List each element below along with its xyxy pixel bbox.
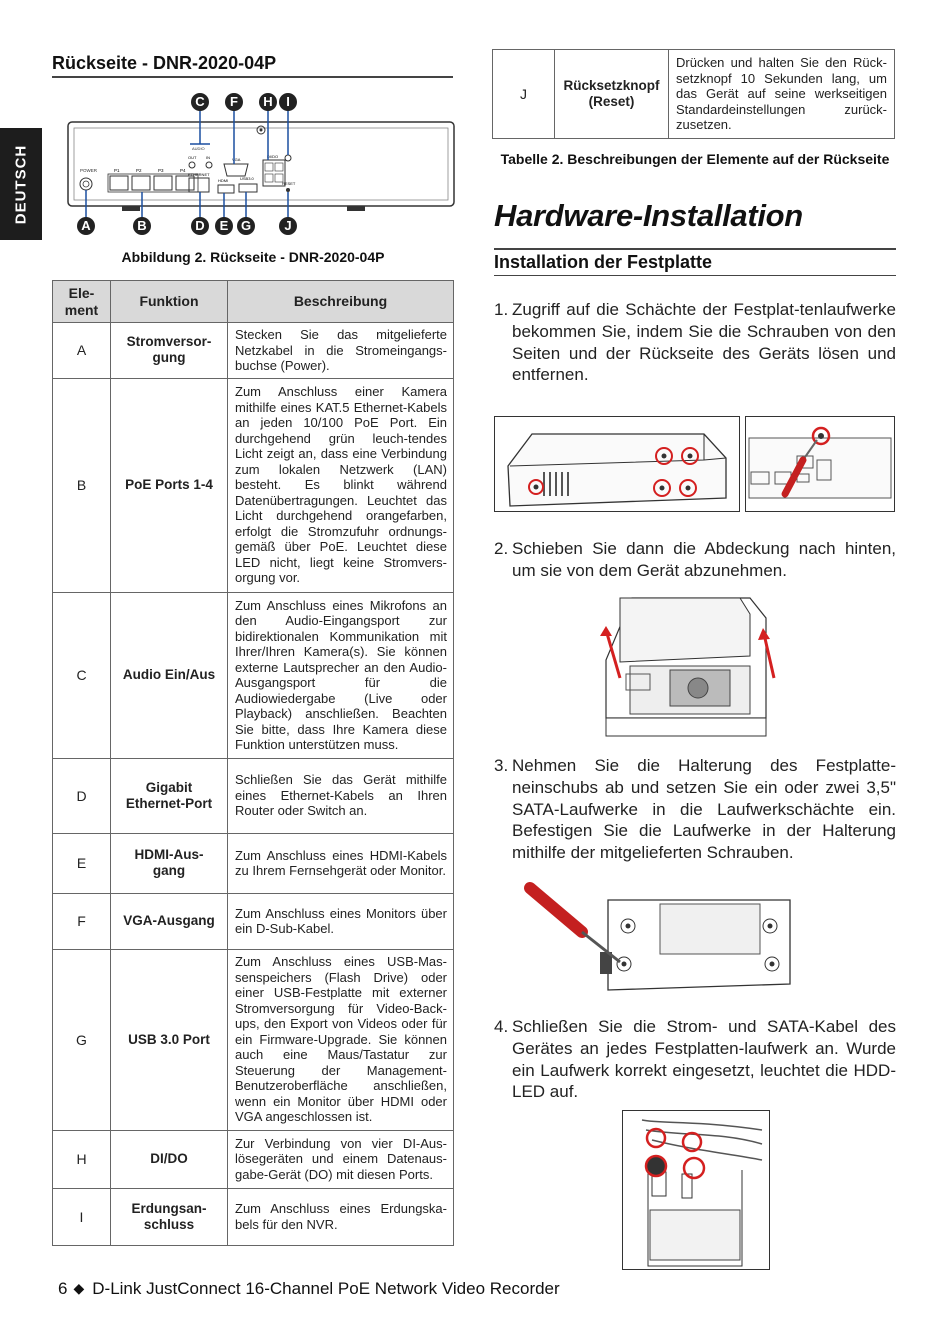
svg-text:USB3.0: USB3.0 bbox=[240, 176, 254, 181]
svg-text:P4: P4 bbox=[180, 168, 186, 173]
svg-text:VGA: VGA bbox=[232, 157, 241, 162]
element-cell: B bbox=[53, 378, 111, 592]
callout-h: H bbox=[259, 93, 277, 111]
function-cell: VGA-Ausgang bbox=[111, 893, 228, 949]
description-cell: Zum Anschluss eines HDMI-Kabels zu Ihrem Fernsehgerät oder Monitor. bbox=[228, 833, 454, 893]
function-cell: HDMI-Aus- gang bbox=[111, 833, 228, 893]
step-1: 1. Zugriff auf die Schächte der Festplat-tenlaufwerke bekommen Sie, indem Sie die Schrauben von den Seiten und der Rückseite des Geräts lösen und entfernen. bbox=[494, 300, 896, 385]
table-row bbox=[53, 758, 454, 833]
illustration-mount-drive bbox=[520, 880, 810, 998]
function-cell: PoE Ports 1-4 bbox=[111, 378, 228, 592]
hardware-installation-title: Hardware-Installation bbox=[494, 198, 803, 233]
svg-text:IN: IN bbox=[206, 155, 210, 160]
svg-text:P1: P1 bbox=[114, 168, 120, 173]
description-cell: Zur Verbindung von vier DI-Aus-lösegeräten und einem Datenaus-gabe-Gerät (DO) mit diesen Ports. bbox=[228, 1130, 454, 1188]
callout-c: C bbox=[191, 93, 209, 111]
svg-text:RESET: RESET bbox=[282, 181, 296, 186]
step-3: 3. Nehmen Sie die Halterung des Festplatte-neinschubs ab und setzen Sie ein oder zwei 3,5" SATA-Laufwerke in die Laufwerkschächte ein. Befestigen Sie die Laufwerke in der Halterung mithilfe der mitgelieferten Schrauben. bbox=[494, 756, 896, 863]
table-row bbox=[53, 893, 454, 949]
diamond-icon: ◆ bbox=[73, 1280, 85, 1296]
description-cell: Schließen Sie das Gerät mithilfe eines Ethernet-Kabels an Ihren Router oder Switch an. bbox=[228, 758, 454, 833]
table-row bbox=[53, 833, 454, 893]
description-cell: Zum Anschluss eines Mikrofons an den Audio-Eingangsport zur bidirektionalen Kommunikation mit Ihrer/Ihren Kamera(s). Sie können externe Lautsprecher an den Audio-Ausgangsport für die Audiowiedergabe (Live oder Playback) anschließen. Beachten Sie bitte, dass Ihre Kamera diese Funktion unterstützen muss. bbox=[228, 592, 454, 758]
svg-text:HDMI: HDMI bbox=[218, 178, 229, 183]
rear-panel-figure bbox=[52, 88, 457, 238]
table-caption: Tabelle 2. Beschreibungen der Elemente auf der Rückseite bbox=[500, 151, 890, 167]
svg-text:AUDIO: AUDIO bbox=[192, 146, 205, 151]
table-row bbox=[53, 592, 454, 758]
function-cell: Audio Ein/Aus bbox=[111, 592, 228, 758]
table-row bbox=[53, 1188, 454, 1245]
svg-text:P2: P2 bbox=[136, 168, 142, 173]
hdd-install-subtitle: Installation der Festplatte bbox=[494, 252, 713, 272]
title-underline bbox=[52, 76, 453, 78]
elements-table bbox=[52, 280, 454, 1246]
description-cell: Stecken Sie das mitgelieferte Netzkabel in die Stromeingangs-buchse (Power). bbox=[228, 323, 454, 379]
svg-text:OUT: OUT bbox=[188, 155, 197, 160]
element-cell: F bbox=[53, 893, 111, 949]
page-number: 6 bbox=[58, 1279, 68, 1298]
table-row bbox=[53, 949, 454, 1130]
figure-caption: Abbildung 2. Rückseite - DNR-2020-04P bbox=[121, 249, 385, 265]
illustration-connect-cables bbox=[622, 1110, 770, 1270]
header-element: Ele- ment bbox=[53, 281, 111, 323]
element-cell: G bbox=[53, 949, 111, 1130]
table-row bbox=[493, 50, 895, 139]
element-cell: E bbox=[53, 833, 111, 893]
description-cell: Zum Anschluss eines USB-Mas-senspeichers (Flash Drive) oder einer USB-Festplatte mit externer Stromversorgung für Video-Back-ups, den Export von Videos oder für ein Firmware-Upgrade. Sie können auch eine Maus/Tastatur zur Steuerung der Management-Benutzeroberfläche anschließen, wenn ein Monitor über HDMI oder VGA angeschlossen ist. bbox=[228, 949, 454, 1130]
rear-panel-title: Rückseite - DNR-2020-04P bbox=[52, 53, 277, 73]
description-cell: Zum Anschluss eines Erdungska-bels für den NVR. bbox=[228, 1188, 454, 1245]
step-4: 4. Schließen Sie die Strom- und SATA-Kabel des Gerätes an jedes Festplatten-laufwerk an. Wurde ein Laufwerk korrekt eingesetzt, leuchtet die HDD-LED auf. bbox=[494, 1017, 896, 1102]
header-function: Funktion bbox=[111, 281, 228, 323]
hw-title-underline bbox=[494, 248, 896, 250]
language-tab bbox=[0, 128, 42, 240]
description-cell: Zum Anschluss einer Kamera mithilfe eines KAT.5 Ethernet-Kabels an jeden 10/100 PoE Port. Ein durchgehend grün leuch-tendes Licht zeigt an, dass eine Verbindung zum lokalen Netzwerk (LAN) besteht. Es blinkt während Datenübertragungen. Leuchtet das Licht durchgehend orangefarben, erfolgt die Stromzufuhr ordnungs-gemäß über PoE. Leuchtet diese LED nicht, liegt keine Stromvers-orgung vor. bbox=[228, 378, 454, 592]
callout-d: D bbox=[191, 217, 209, 235]
page-footer bbox=[58, 1279, 560, 1299]
element-cell: D bbox=[53, 758, 111, 833]
table-row bbox=[53, 378, 454, 592]
subtitle-underline bbox=[494, 275, 896, 276]
description-cell: Zum Anschluss eines Monitors über ein D-Sub-Kabel. bbox=[228, 893, 454, 949]
illustration-slide-cover bbox=[590, 590, 780, 746]
table-row bbox=[53, 323, 454, 379]
step-2: 2. Schieben Sie dann die Abdeckung nach hinten, um sie von dem Gerät abzunehmen. bbox=[494, 539, 896, 580]
description-cell: Drücken und halten Sie den Rück-setzknopf 10 Sekunden lang, um das Gerät auf seine werkseitigen Standardeinstellungen zurück-zusetzen. bbox=[669, 50, 895, 139]
svg-text:P3: P3 bbox=[158, 168, 164, 173]
header-description: Beschreibung bbox=[228, 281, 454, 323]
language-tab-label: DEUTSCH bbox=[12, 144, 30, 224]
table-header-row bbox=[53, 281, 454, 323]
panel-power-label: POWER bbox=[80, 168, 98, 173]
function-cell: Erdungsan- schluss bbox=[111, 1188, 228, 1245]
callout-f: F bbox=[225, 93, 243, 111]
callout-e: E bbox=[215, 217, 233, 235]
illustration-back-screw bbox=[745, 416, 895, 512]
element-cell: C bbox=[53, 592, 111, 758]
table-row bbox=[53, 1130, 454, 1188]
function-cell: Stromversor- gung bbox=[111, 323, 228, 379]
svg-text:ETHERNET: ETHERNET bbox=[188, 172, 210, 177]
element-cell: H bbox=[53, 1130, 111, 1188]
callout-i: I bbox=[279, 93, 297, 111]
function-cell: DI/DO bbox=[111, 1130, 228, 1188]
illustration-remove-screws bbox=[494, 416, 740, 512]
svg-text:DI/DO: DI/DO bbox=[267, 154, 279, 159]
element-cell: A bbox=[53, 323, 111, 379]
callout-a: A bbox=[77, 217, 95, 235]
callout-g: G bbox=[237, 217, 255, 235]
elements-table-continued bbox=[492, 49, 895, 139]
element-cell: I bbox=[53, 1188, 111, 1245]
callout-b: B bbox=[133, 217, 151, 235]
footer-title: D-Link JustConnect 16-Channel PoE Network Video Recorder bbox=[92, 1279, 560, 1298]
function-cell: Rücksetzknopf (Reset) bbox=[555, 50, 669, 139]
element-cell: J bbox=[493, 50, 555, 139]
function-cell: USB 3.0 Port bbox=[111, 949, 228, 1130]
function-cell: Gigabit Ethernet-Port bbox=[111, 758, 228, 833]
callout-j: J bbox=[279, 217, 297, 235]
